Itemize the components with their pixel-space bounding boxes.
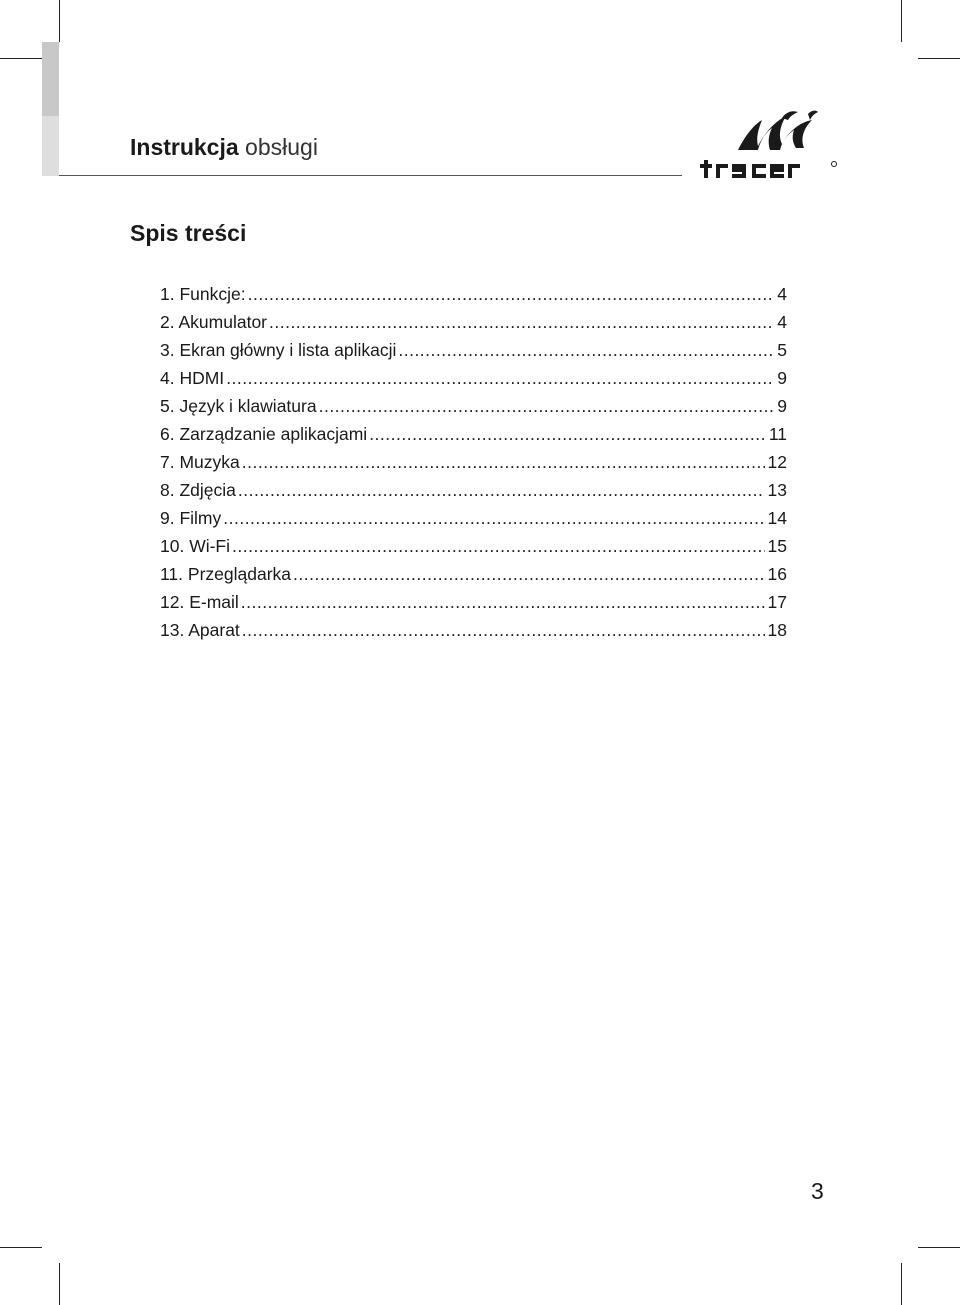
toc-dot-leader [396,336,774,364]
crop-mark [901,0,902,42]
toc-entry-page: 9 [777,368,787,388]
toc-entry[interactable] [160,308,787,336]
toc-entry[interactable] [160,532,787,560]
crop-mark [901,1263,902,1305]
toc-entry[interactable] [160,560,787,588]
toc-entry[interactable] [160,364,787,392]
toc-entry-label: 7. Muzyka [160,452,240,472]
toc-entry-label: 10. Wi-Fi [160,536,230,556]
toc-dot-leader [236,476,765,504]
crop-mark [918,1247,960,1248]
toc-entry-page: 11 [768,424,787,444]
crop-mark [59,0,60,42]
manual-title-bold: Instrukcja [130,134,239,160]
toc-entry[interactable] [160,392,787,420]
side-tab-bar-light [42,116,59,176]
toc-entry-page: 12 [767,452,787,472]
toc-dot-leader [367,420,766,448]
toc-dot-leader [317,392,775,420]
tracer-logo [700,108,845,183]
toc-dot-leader [291,560,765,588]
manual-title-light: obsługi [245,134,318,160]
header-divider [59,175,682,176]
toc-dot-leader [230,532,765,560]
toc-entry-label: 3. Ekran główny i lista aplikacji [160,340,397,360]
toc-entry-label: 2. Akumulator [160,312,267,332]
toc-dot-leader [224,364,774,392]
toc-entry-page: 16 [767,564,787,584]
toc-heading: Spis treści [130,220,247,246]
page-number: 3 [811,1178,824,1204]
toc-entry[interactable] [160,588,787,616]
toc-dot-leader [267,308,774,336]
toc-entry[interactable] [160,336,787,364]
toc-entry[interactable] [160,420,787,448]
toc-entry-page: 4 [777,312,787,332]
crop-mark [0,58,42,59]
toc-entry-page: 17 [767,592,787,612]
toc-entry-label: 6. Zarządzanie aplikacjami [160,424,368,444]
toc-entry-label: 1. Funkcje: [160,284,246,304]
toc-entry-label: 12. E-mail [160,592,239,612]
toc-entry-page: 18 [767,620,787,640]
side-tab-bar [42,42,59,116]
toc-entry-page: 9 [777,396,787,416]
toc-entry-page: 15 [767,536,787,556]
toc-entry[interactable] [160,476,787,504]
toc-entry-label: 11. Przeglądarka [160,564,292,584]
toc-dot-leader [246,280,775,308]
toc-entry-label: 8. Zdjęcia [160,480,236,500]
toc-entry[interactable] [160,504,787,532]
toc-entry-page: 14 [767,508,787,528]
toc-entry-page: 13 [767,480,787,500]
toc-dot-leader [221,504,764,532]
toc-dot-leader [240,616,765,644]
toc-entry-page: 4 [777,284,787,304]
toc-entry-label: 4. HDMI [160,368,225,388]
crop-mark [918,58,960,59]
toc-entry[interactable] [160,448,787,476]
toc-entry-page: 5 [777,340,787,360]
crop-mark [59,1263,60,1305]
toc-entry-label: 5. Język i klawiatura [160,396,317,416]
manual-title [130,134,318,161]
toc-entry[interactable] [160,616,787,644]
toc-dot-leader [240,448,765,476]
toc-list [160,280,787,644]
toc-entry-label: 9. Filmy [160,508,222,528]
toc-dot-leader [239,588,765,616]
toc-entry-label: 13. Aparat [160,620,240,640]
toc-entry[interactable] [160,280,787,308]
crop-mark [0,1247,42,1248]
